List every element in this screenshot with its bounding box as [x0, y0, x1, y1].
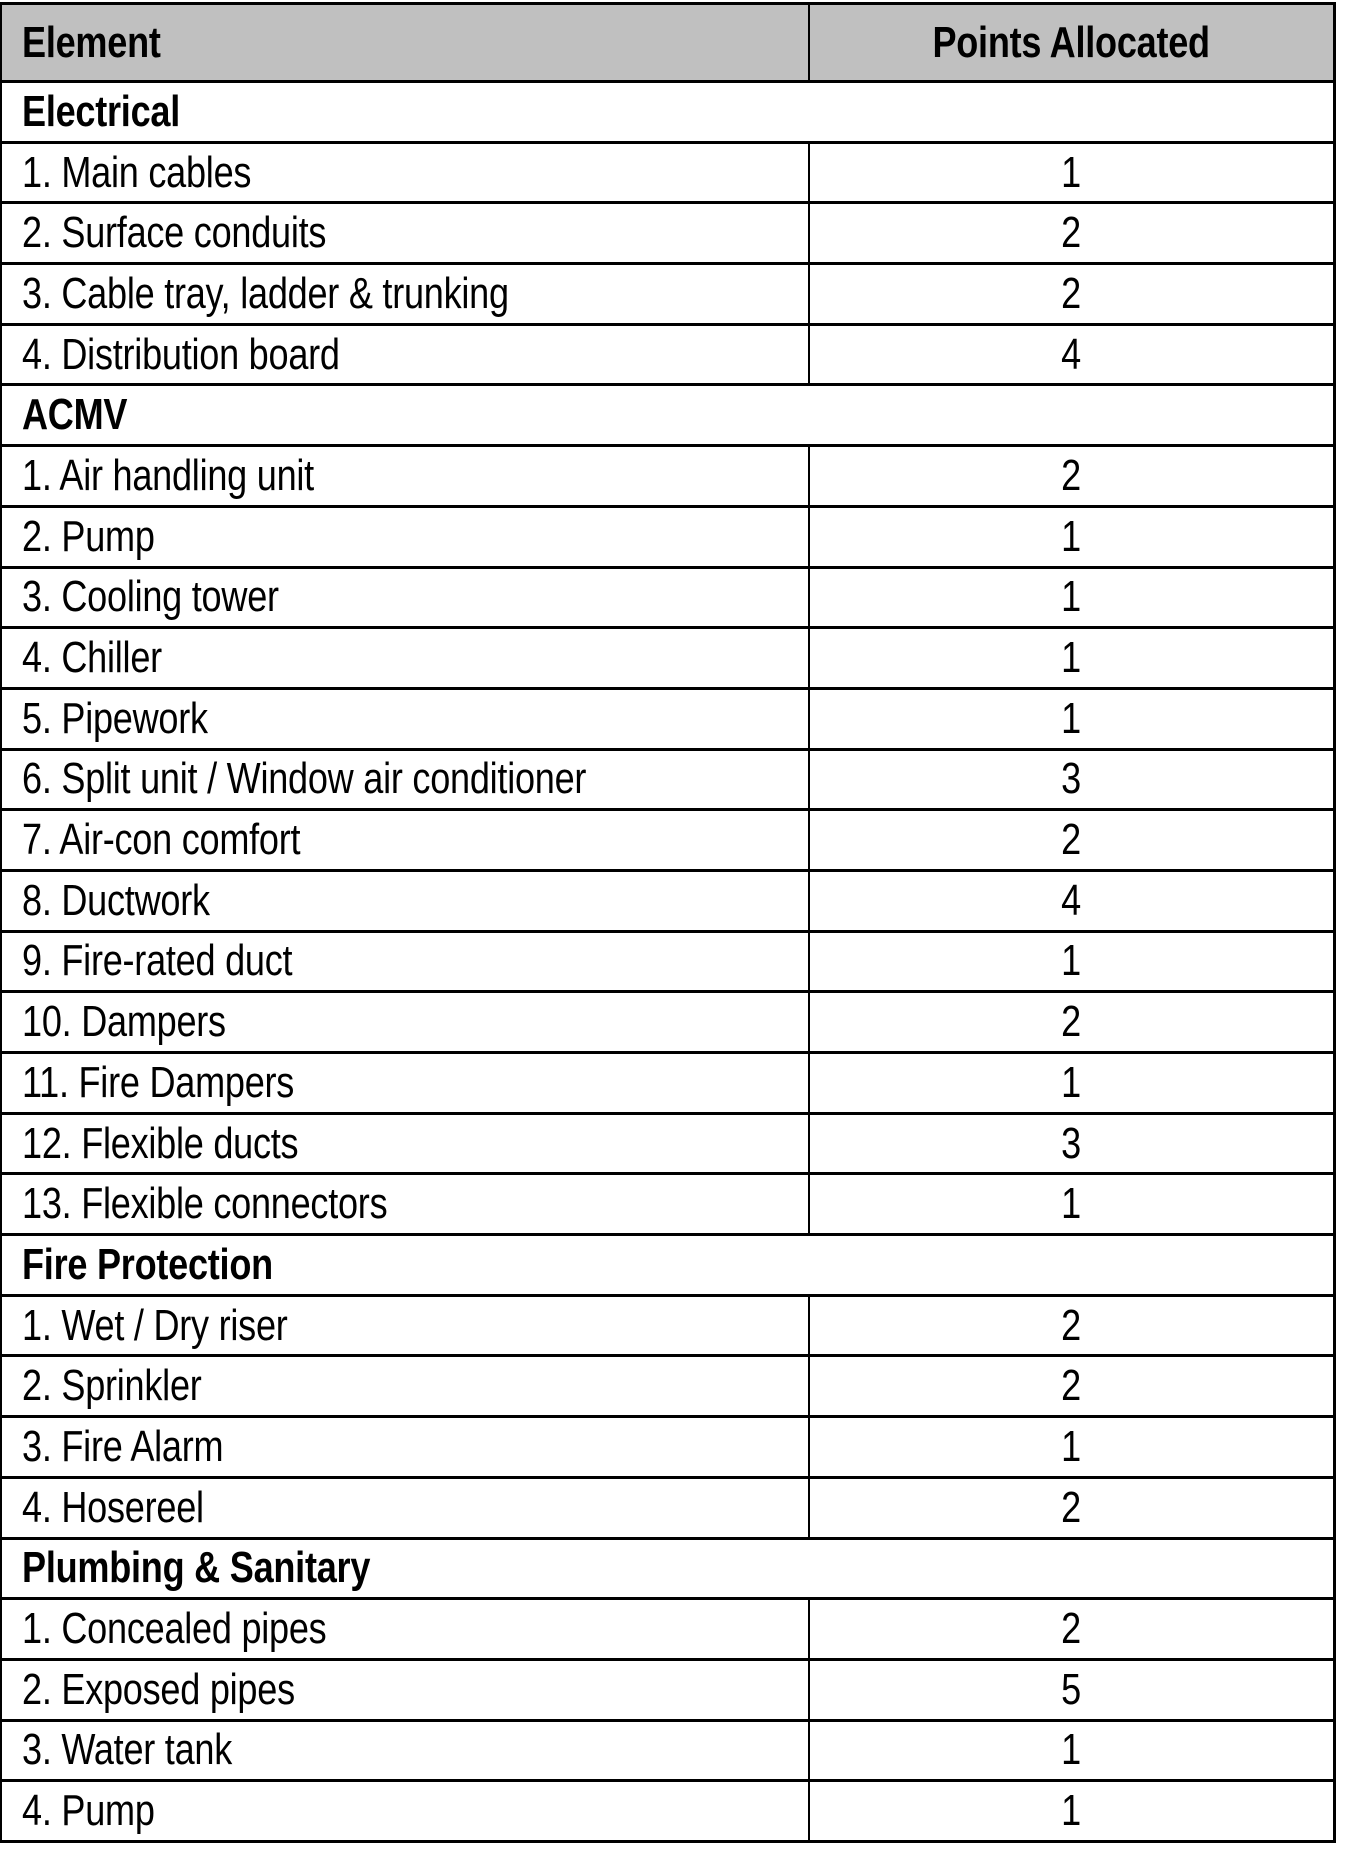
element-label: 1. Air handling unit [22, 450, 314, 500]
points-cell [810, 933, 1333, 991]
element-cell [2, 1722, 810, 1780]
element-cell [2, 1418, 810, 1476]
points-value: 1 [1061, 1179, 1082, 1229]
section-header-row [2, 383, 1333, 444]
element-cell [2, 144, 810, 202]
element-cell [2, 1175, 810, 1233]
points-value: 1 [1061, 936, 1082, 986]
points-value: 2 [1061, 1361, 1082, 1411]
element-label: 3. Cooling tower [22, 572, 279, 622]
table-row [2, 262, 1333, 323]
element-label: 13. Flexible connectors [22, 1179, 388, 1229]
element-cell [2, 690, 810, 748]
element-label: 4. Distribution board [22, 329, 340, 379]
section-header-row [2, 1233, 1333, 1294]
points-cell [810, 1782, 1333, 1840]
section-title-cell [2, 1236, 1333, 1294]
element-cell [2, 993, 810, 1051]
table-row [2, 1779, 1333, 1840]
points-value: 1 [1061, 511, 1082, 561]
points-cell [810, 1054, 1333, 1112]
header-element [2, 5, 810, 80]
element-cell [2, 1479, 810, 1537]
table-row [2, 1658, 1333, 1719]
header-points-label: Points Allocated [932, 17, 1211, 67]
table-row [2, 687, 1333, 748]
points-cell [810, 1418, 1333, 1476]
points-cell [810, 508, 1333, 566]
points-cell [810, 265, 1333, 323]
element-cell [2, 933, 810, 991]
table-row [2, 869, 1333, 930]
element-label: 6. Split unit / Window air conditioner [22, 754, 587, 804]
points-value: 1 [1061, 1725, 1082, 1775]
points-cell [810, 690, 1333, 748]
table-row [2, 444, 1333, 505]
element-cell [2, 1661, 810, 1719]
points-value: 2 [1061, 1300, 1082, 1350]
points-cell [810, 1357, 1333, 1415]
section-title: Plumbing & Sanitary [22, 1543, 371, 1593]
table-row [2, 1172, 1333, 1233]
element-cell [2, 1600, 810, 1658]
table-row [2, 1476, 1333, 1537]
table-row [2, 748, 1333, 809]
points-cell [810, 1175, 1333, 1233]
element-cell [2, 1115, 810, 1173]
element-cell [2, 508, 810, 566]
section-title: ACMV [22, 390, 128, 440]
points-cell [810, 569, 1333, 627]
points-cell [810, 872, 1333, 930]
section-header-row [2, 1537, 1333, 1598]
points-value: 2 [1061, 450, 1082, 500]
points-value: 1 [1061, 147, 1082, 197]
element-cell [2, 569, 810, 627]
element-cell [2, 1054, 810, 1112]
section-title-cell [2, 1540, 1333, 1598]
points-value: 2 [1061, 1604, 1082, 1654]
table-row [2, 808, 1333, 869]
table-row [2, 1112, 1333, 1173]
table-header-row [2, 5, 1333, 80]
points-value: 4 [1061, 875, 1082, 925]
element-label: 8. Ductwork [22, 875, 210, 925]
element-label: 9. Fire-rated duct [22, 936, 293, 986]
element-cell [2, 872, 810, 930]
points-cell [810, 629, 1333, 687]
table-row [2, 626, 1333, 687]
table-body [2, 80, 1333, 1840]
points-value: 1 [1061, 572, 1082, 622]
points-value: 2 [1061, 208, 1082, 258]
points-cell [810, 1661, 1333, 1719]
table-row [2, 1719, 1333, 1780]
section-title: Fire Protection [22, 1239, 273, 1289]
points-value: 1 [1061, 1786, 1082, 1836]
header-points [810, 5, 1333, 80]
element-cell [2, 1297, 810, 1355]
points-cell [810, 1297, 1333, 1355]
points-cell [810, 204, 1333, 262]
element-cell [2, 447, 810, 505]
points-value: 4 [1061, 329, 1082, 379]
element-label: 1. Wet / Dry riser [22, 1300, 288, 1350]
points-allocation-table [0, 2, 1336, 1843]
element-cell [2, 204, 810, 262]
points-value: 2 [1061, 268, 1082, 318]
points-cell [810, 144, 1333, 202]
element-cell [2, 326, 810, 384]
table-row [2, 1597, 1333, 1658]
table-row [2, 505, 1333, 566]
element-cell [2, 629, 810, 687]
element-label: 3. Cable tray, ladder & trunking [22, 268, 509, 318]
table-row [2, 201, 1333, 262]
table-row [2, 990, 1333, 1051]
section-title-cell [2, 83, 1333, 141]
points-value: 1 [1061, 633, 1082, 683]
element-label: 4. Pump [22, 1786, 155, 1836]
element-label: 11. Fire Dampers [22, 1057, 295, 1107]
element-label: 2. Exposed pipes [22, 1664, 295, 1714]
element-label: 3. Fire Alarm [22, 1421, 224, 1471]
table-row [2, 1051, 1333, 1112]
element-label: 10. Dampers [22, 997, 226, 1047]
points-cell [810, 1115, 1333, 1173]
points-cell [810, 1479, 1333, 1537]
element-cell [2, 1782, 810, 1840]
points-value: 1 [1061, 693, 1082, 743]
header-element-label: Element [22, 17, 161, 67]
section-title-cell [2, 386, 1333, 444]
points-value: 2 [1061, 1482, 1082, 1532]
element-label: 7. Air-con comfort [22, 815, 301, 865]
points-value: 1 [1061, 1057, 1082, 1107]
points-value: 1 [1061, 1421, 1082, 1471]
points-value: 3 [1061, 754, 1082, 804]
points-value: 3 [1061, 1118, 1082, 1168]
points-cell [810, 811, 1333, 869]
points-value: 5 [1061, 1664, 1082, 1714]
points-value: 2 [1061, 997, 1082, 1047]
element-label: 2. Surface conduits [22, 208, 327, 258]
element-label: 4. Hosereel [22, 1482, 204, 1532]
element-cell [2, 751, 810, 809]
element-label: 1. Concealed pipes [22, 1604, 327, 1654]
table-row [2, 1354, 1333, 1415]
element-cell [2, 811, 810, 869]
points-cell [810, 1600, 1333, 1658]
table-row [2, 1415, 1333, 1476]
element-label: 5. Pipework [22, 693, 208, 743]
element-label: 2. Sprinkler [22, 1361, 202, 1411]
section-header-row [2, 80, 1333, 141]
points-cell [810, 326, 1333, 384]
element-label: 4. Chiller [22, 633, 162, 683]
points-cell [810, 751, 1333, 809]
table-row [2, 566, 1333, 627]
element-cell [2, 1357, 810, 1415]
element-label: 2. Pump [22, 511, 155, 561]
table-row [2, 1294, 1333, 1355]
element-label: 1. Main cables [22, 147, 252, 197]
element-label: 3. Water tank [22, 1725, 233, 1775]
table-row [2, 323, 1333, 384]
points-cell [810, 1722, 1333, 1780]
table-row [2, 930, 1333, 991]
element-label: 12. Flexible ducts [22, 1118, 299, 1168]
section-title: Electrical [22, 86, 181, 136]
points-cell [810, 993, 1333, 1051]
points-cell [810, 447, 1333, 505]
element-cell [2, 265, 810, 323]
points-value: 2 [1061, 815, 1082, 865]
table-row [2, 141, 1333, 202]
